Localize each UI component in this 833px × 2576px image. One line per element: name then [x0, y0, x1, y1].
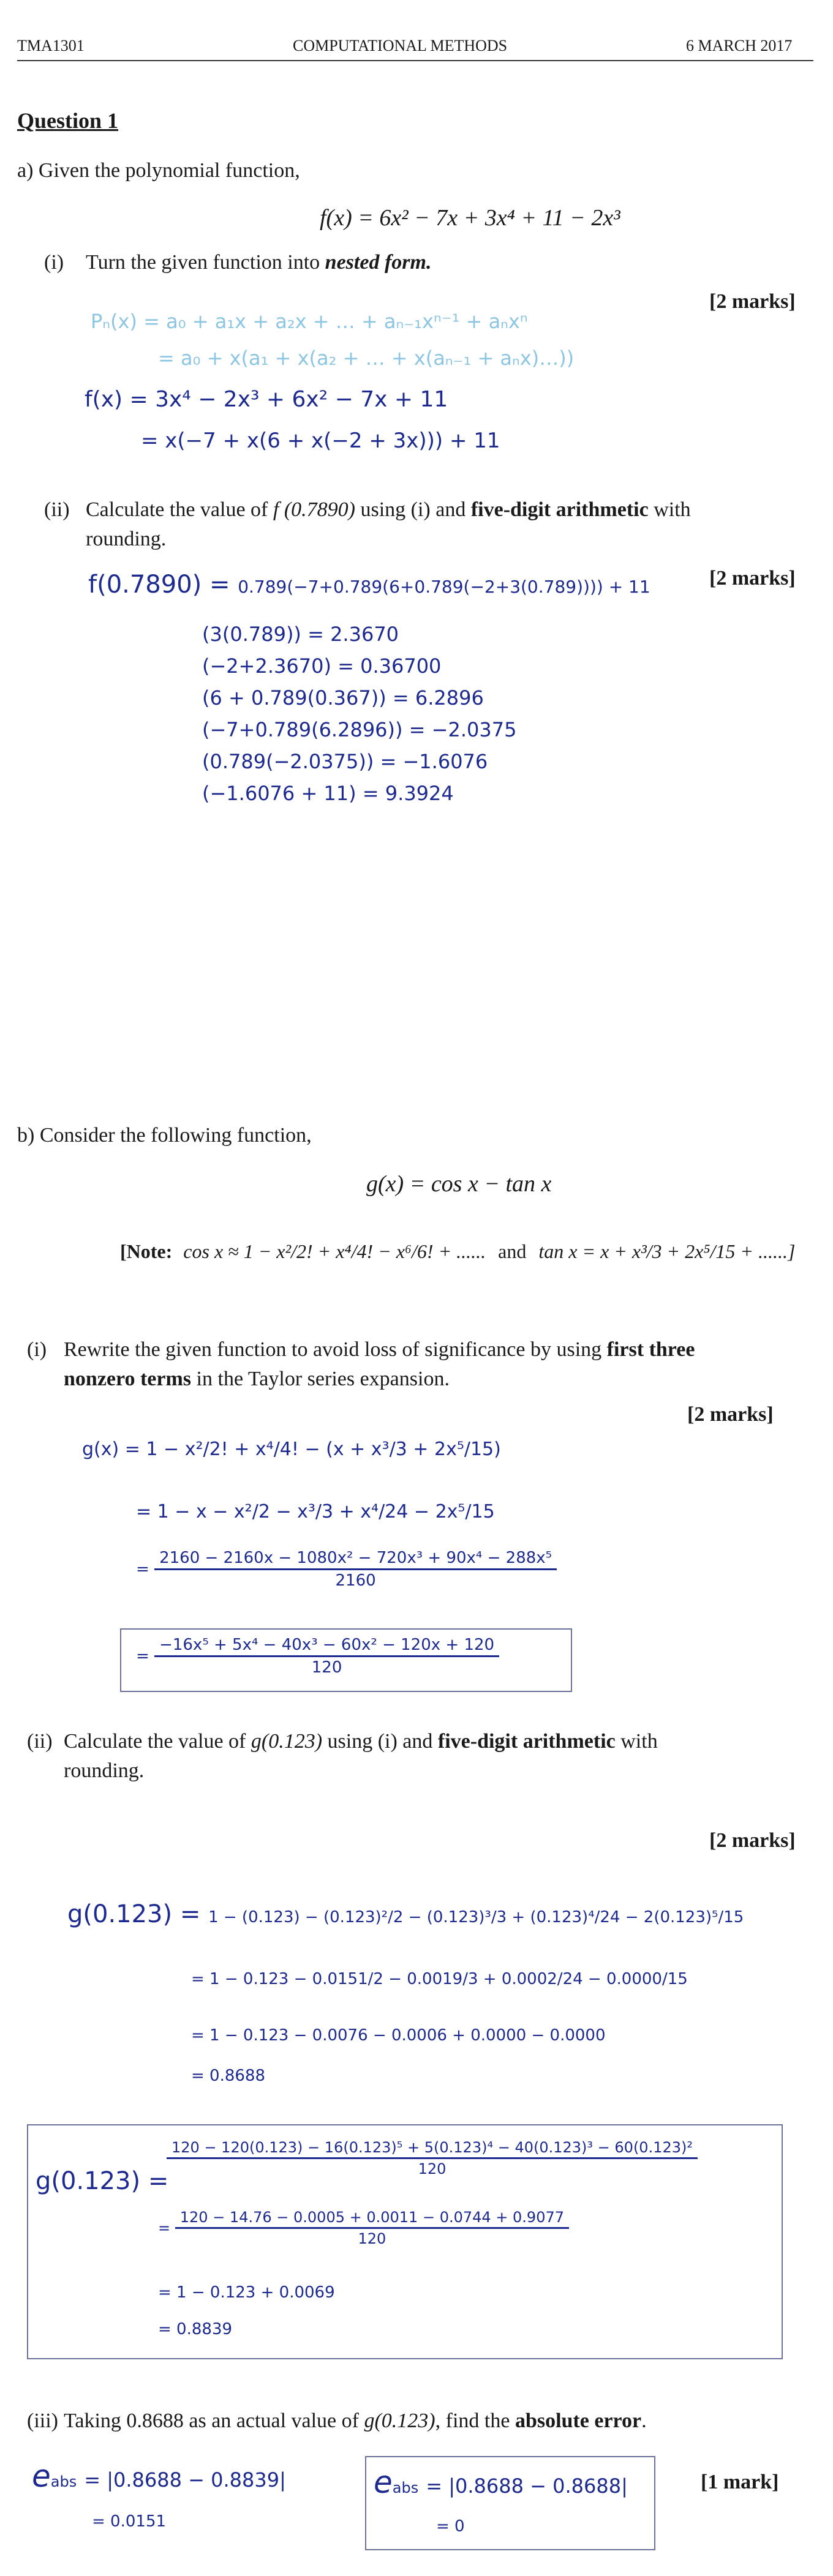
- b-ii-work-1: 1 − (0.123) − (0.123)²/2 − (0.123)³/3 + (0.123)⁴/24 − 2(0.123)⁵/15: [208, 1908, 744, 1926]
- b-ii-text-b: using (i) and: [322, 1730, 438, 1753]
- part-a-intro: a) Given the polynomial function,: [17, 159, 300, 182]
- b-iii-bold: absolute error: [514, 2409, 642, 2432]
- note-and: and: [498, 1240, 527, 1262]
- a-ii-question: [86, 498, 691, 522]
- b-ii-lhs: g(0.123) =: [67, 1900, 209, 1928]
- a-ii-marks: [2 marks]: [709, 567, 796, 590]
- b-ii-work-line-1: [67, 1900, 744, 1928]
- a-ii-text-c: with: [648, 498, 691, 521]
- b-ii-box-line-4: = 0.8839: [158, 2320, 233, 2338]
- a-ii-bold: five-digit arithmetic: [470, 498, 649, 521]
- e-abs-symbol: e: [32, 2458, 51, 2494]
- part-a-function: f(x) = 6x² − 7x + 3x⁴ + 11 − 2x³: [320, 205, 620, 231]
- a-i-label: (i): [44, 251, 64, 274]
- b-iii-marks: [1 mark]: [701, 2471, 779, 2493]
- b-iii-text-b: , find the: [435, 2409, 515, 2432]
- b-iii-text-c: .: [641, 2409, 647, 2432]
- b-ii-work-4: = 0.8688: [191, 2067, 266, 2085]
- b-iii-question: [64, 2409, 647, 2433]
- b-i-work-3-num: 2160 − 2160x − 1080x² − 720x³ + 90x⁴ − 288x⁵: [154, 1549, 557, 1570]
- b-ii-box-2-den: 120: [358, 2230, 386, 2247]
- a-i-marks: [2 marks]: [709, 290, 796, 313]
- e-abs-sub: abs: [50, 2473, 77, 2490]
- b-i-question: [64, 1338, 811, 1361]
- b-iii-right-work: [374, 2465, 628, 2500]
- b-ii-box-fraction: [167, 2139, 698, 2177]
- b-ii-box-line-2: = $\frac{120 - 14.76 - 0.0005 + 0.0011 - 0.0744 + 0.9077}{120}$: [158, 2209, 569, 2247]
- b-iii-right-answer: = 0: [436, 2517, 465, 2536]
- e-abs-symbol-2: e: [374, 2465, 393, 2500]
- question-title: Question 1: [17, 108, 119, 133]
- a-i-text: Turn the given function into: [86, 251, 325, 274]
- b-i-work-4: = $\frac{\text{−16x⁵ + 5x⁴ − 40x³ − 60x² − 120x + 120}}{120}$: [136, 1636, 499, 1677]
- part-b-note: [120, 1240, 795, 1263]
- a-ii-steps: [202, 618, 516, 809]
- b-i-text-b: in the Taylor series expansion.: [191, 1368, 450, 1390]
- a-ii-text-a: Calculate the value of: [86, 498, 273, 521]
- a-ii-fx: f (0.7890): [273, 498, 355, 521]
- course-code: TMA1301: [17, 37, 85, 54]
- b-iii-right-expr: = |0.8688 − 0.8688|: [426, 2474, 628, 2498]
- e-abs-sub-2: abs: [392, 2479, 419, 2496]
- b-iii-text-a: Taking 0.8688 as an actual value of: [64, 2409, 364, 2432]
- a-ii-lhs: f(0.7890) =: [88, 571, 238, 599]
- b-i-work-4-den: 120: [311, 1658, 342, 1677]
- b-i-bold2: nonzero terms: [64, 1368, 192, 1390]
- b-iii-left-answer: = 0.0151: [92, 2512, 167, 2531]
- b-i-work-3-den: 2160: [335, 1571, 376, 1590]
- part-b-function: g(x) = cos x − tan x: [366, 1171, 552, 1197]
- a-ii-step: (−1.6076 + 11) = 9.3924: [202, 782, 454, 805]
- b-i-text-a: Rewrite the given function to avoid loss of significance by using: [64, 1338, 607, 1361]
- b-ii-question: [64, 1730, 658, 1753]
- a-ii-step: (−2+2.3670) = 0.36700: [202, 654, 442, 678]
- note-cos: cos x ≈ 1 − x²/2! + x⁴/4! − x⁶/6! + ......: [183, 1240, 486, 1262]
- b-i-bold1: first three: [606, 1338, 695, 1361]
- b-i-label: (i): [27, 1338, 47, 1361]
- b-iii-label: (iii): [27, 2409, 58, 2432]
- b-i-work-4-num: −16x⁵ + 5x⁴ − 40x³ − 60x² − 120x + 120: [154, 1636, 499, 1657]
- b-i-work-3: = $\frac{\text{2160 − 2160x − 1080x² − 720x³ + 90x⁴ − 288x⁵}}{2160}$: [136, 1549, 557, 1590]
- b-ii-text-rounding: rounding.: [64, 1759, 145, 1782]
- b-i-work-2: = 1 − x − x²/2 − x³/3 + x⁴/24 − 2x⁵/15: [136, 1501, 495, 1522]
- b-ii-text-a: Calculate the value of: [64, 1730, 251, 1753]
- b-iii-left-work: [32, 2458, 286, 2494]
- note-tan: tan x = x + x³/3 + 2x⁵/15 + ......]: [538, 1240, 796, 1262]
- b-ii-box-line-3: = 1 − 0.123 + 0.0069: [158, 2283, 335, 2302]
- b-ii-work-2: = 1 − 0.123 − 0.0151/2 − 0.0019/3 + 0.0002/24 − 0.0000/15: [191, 1970, 688, 1988]
- b-i-marks: [2 marks]: [687, 1403, 774, 1426]
- a-i-emphasis: nested form.: [325, 251, 432, 274]
- a-ii-label: (ii): [44, 498, 70, 521]
- b-ii-box-den: 120: [418, 2160, 447, 2177]
- b-ii-box-2-num: 120 − 14.76 − 0.0005 + 0.0011 − 0.0744 + 0.9077: [175, 2209, 569, 2229]
- b-ii-label: (ii): [27, 1730, 53, 1753]
- a-i-work-2: = x(−7 + x(6 + x(−2 + 3x))) + 11: [141, 429, 500, 453]
- b-iii-gx: g(0.123): [364, 2409, 435, 2432]
- b-iii-left-expr: = |0.8688 − 0.8839|: [84, 2468, 286, 2492]
- part-b-intro: b) Consider the following function,: [17, 1124, 312, 1147]
- b-ii-box-num: 120 − 120(0.123) − 16(0.123)⁵ + 5(0.123)⁴ − 40(0.123)³ − 60(0.123)²: [167, 2139, 698, 2159]
- b-ii-text-c: with: [615, 1730, 658, 1753]
- course-title: COMPUTATIONAL METHODS: [293, 37, 508, 54]
- a-ii-step: (−7+0.789(6.2896)) = −2.0375: [202, 718, 517, 741]
- a-ii-text-b: using (i) and: [355, 498, 471, 521]
- a-ii-work-line: [88, 571, 650, 599]
- header-rule: [17, 60, 813, 61]
- a-i-general-form-1: Pₙ(x) = a₀ + a₁x + a₂x + … + aₙ₋₁xⁿ⁻¹ + aₙxⁿ: [91, 310, 528, 333]
- note-label: [Note:: [120, 1240, 173, 1262]
- exam-date: 6 MARCH 2017: [686, 37, 793, 54]
- b-ii-bold: five-digit arithmetic: [437, 1730, 616, 1753]
- a-ii-step: (0.789(−2.0375)) = −1.6076: [202, 750, 488, 773]
- b-ii-work-3: = 1 − 0.123 − 0.0076 − 0.0006 + 0.0000 − 0.0000: [191, 2026, 606, 2045]
- a-i-question: [86, 251, 431, 274]
- b-i-work-1: g(x) = 1 − x²/2! + x⁴/4! − (x + x³/3 + 2x⁵/15): [82, 1439, 501, 1460]
- a-i-work-1: f(x) = 3x⁴ − 2x³ + 6x² − 7x + 11: [85, 387, 448, 412]
- a-ii-rhs: 0.789(−7+0.789(6+0.789(−2+3(0.789)))) + 11: [238, 577, 650, 597]
- a-i-general-form-2: = a₀ + x(a₁ + x(a₂ + … + x(aₙ₋₁ + aₙx)…)): [158, 346, 575, 370]
- b-ii-box-lhs: g(0.123) =: [36, 2167, 169, 2195]
- b-ii-marks: [2 marks]: [709, 1829, 796, 1852]
- a-ii-step: (3(0.789)) = 2.3670: [202, 623, 399, 646]
- b-i-question-2: [64, 1368, 450, 1391]
- a-ii-step: (6 + 0.789(0.367)) = 6.2896: [202, 686, 484, 710]
- a-ii-text-rounding: rounding.: [86, 528, 167, 550]
- b-ii-gx: g(0.123): [251, 1730, 323, 1753]
